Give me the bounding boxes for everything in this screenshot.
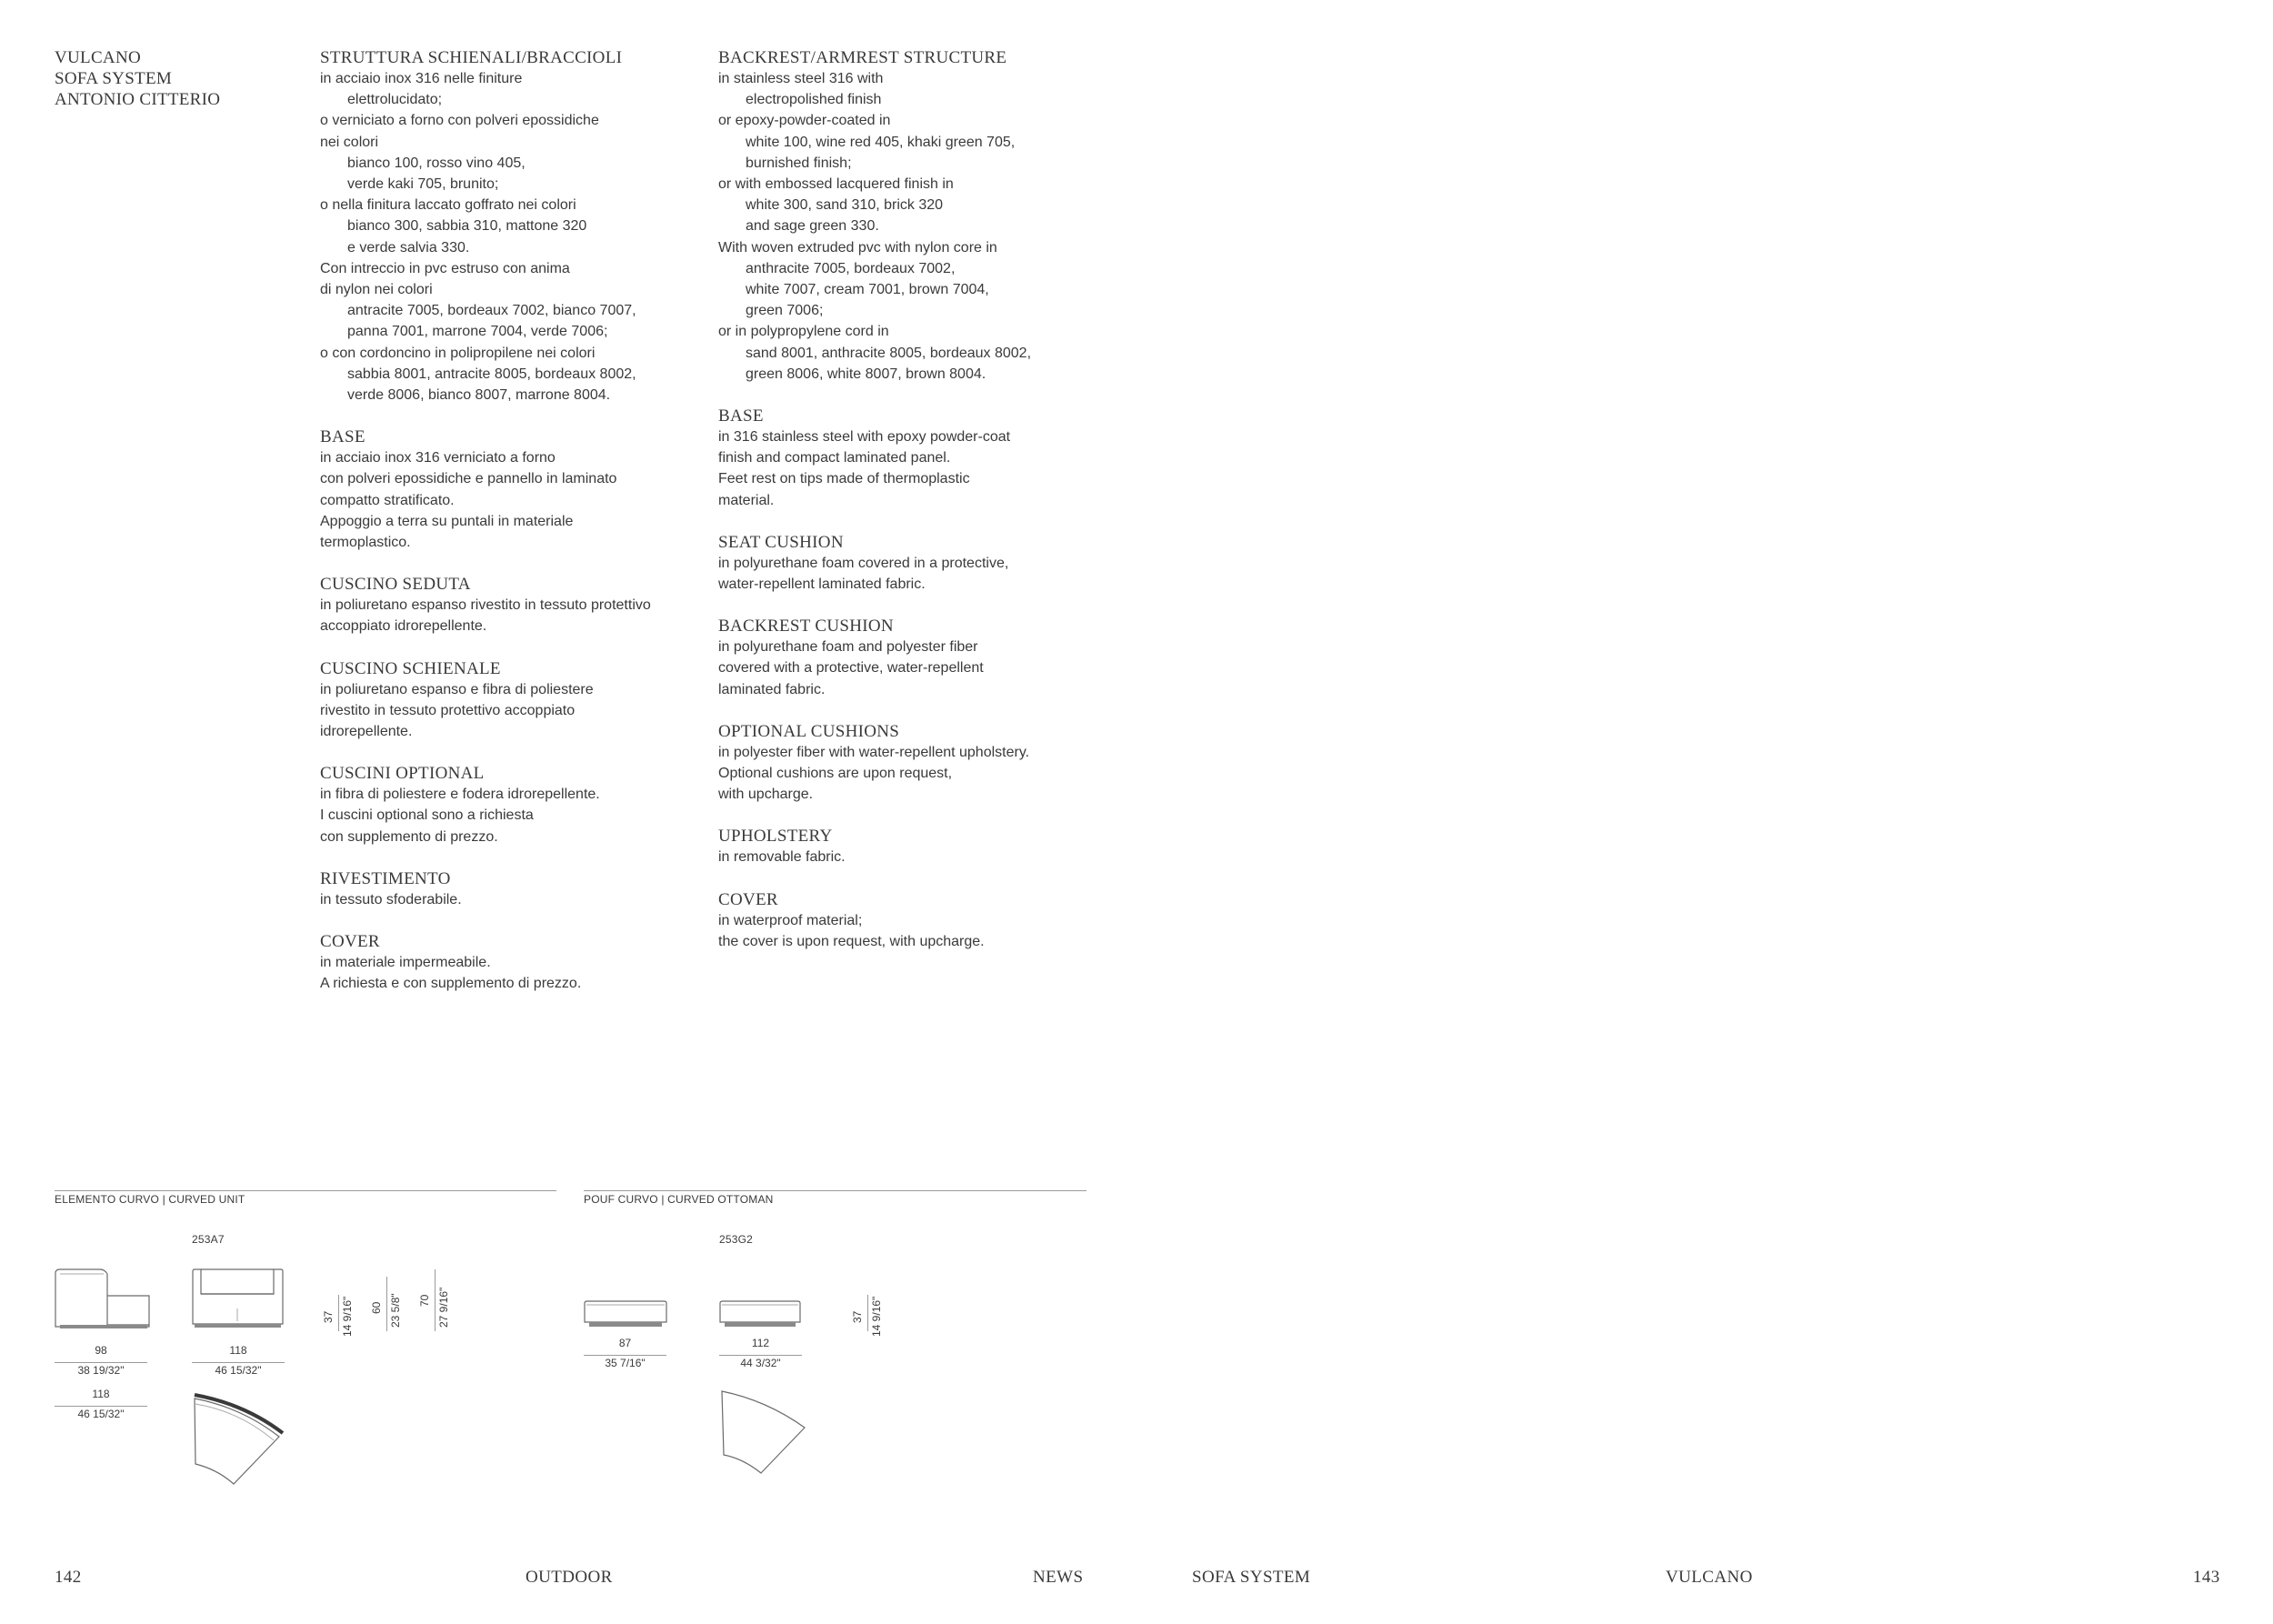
english-section-title: BASE (718, 406, 764, 426)
italian-section-line: Con intreccio in pvc estruso con anima (320, 260, 570, 276)
curved-unit-code: 253A7 (192, 1233, 225, 1246)
curved-unit-back-height-cm: 70 (418, 1294, 431, 1307)
italian-section-line: verde 8006, bianco 8007, marrone 8004. (347, 387, 611, 404)
english-section-line: in polyester fiber with water-repellent upholstery. (718, 744, 1030, 760)
english-section (718, 406, 1100, 511)
curved-ottoman-depth-in: 35 7/16" (605, 1357, 646, 1369)
product-title-block (55, 47, 220, 110)
italian-section-line: sabbia 8001, antracite 8005, bordeaux 8002, (347, 366, 636, 382)
curved-ottoman-plan-view (719, 1389, 810, 1476)
italian-section-line: rivestito in tessuto protettivo accoppiato (320, 702, 576, 718)
italian-section-title: RIVESTIMENTO (320, 868, 451, 888)
italian-section-line: e verde salvia 330. (347, 239, 470, 256)
curved-unit-caption: ELEMENTO CURVO | CURVED UNIT (55, 1193, 245, 1206)
english-section-line: sand 8001, anthracite 8005, bordeaux 8002, (746, 345, 1032, 361)
italian-section-line: termoplastico. (320, 535, 411, 551)
italian-section-title: CUSCINO SCHIENALE (320, 658, 501, 678)
curved-unit-arm-height-cm: 60 (370, 1301, 383, 1314)
italian-section-line: in tessuto sfoderabile. (320, 891, 462, 907)
curved-unit-plan-width-line (55, 1406, 147, 1407)
italian-section-line: verde kaki 705, brunito; (347, 176, 499, 193)
english-section-line: or with embossed lacquered finish in (718, 176, 954, 193)
footer-product-right: VULCANO (1666, 1568, 1753, 1587)
english-section-title: SEAT CUSHION (718, 532, 844, 552)
page-number-right: 143 (2193, 1568, 2220, 1587)
english-specifications (718, 47, 1100, 973)
curved-unit-arm-height-line (386, 1277, 387, 1331)
english-section (718, 889, 1100, 952)
italian-section-line: nei colori (320, 134, 379, 150)
italian-section (320, 763, 702, 847)
italian-section-line: bianco 100, rosso vino 405, (347, 155, 526, 171)
english-section (718, 47, 1100, 385)
italian-section-line: di nylon nei colori (320, 282, 433, 298)
curved-ottoman-depth-line (584, 1355, 666, 1356)
english-section-title: OPTIONAL CUSHIONS (718, 721, 900, 741)
english-section-line: covered with a protective, water-repellent (718, 660, 984, 677)
english-section (718, 532, 1100, 595)
curved-ottoman-rule (584, 1190, 1086, 1191)
curved-unit-arm-height-in: 23 5/8" (389, 1293, 402, 1328)
italian-section-line: in materiale impermeabile. (320, 955, 491, 971)
english-section-line: green 8006, white 8007, brown 8004. (746, 366, 986, 382)
curved-ottoman-caption: POUF CURVO | CURVED OTTOMAN (584, 1193, 774, 1206)
english-section-line: Optional cushions are upon request, (718, 766, 953, 782)
italian-section-line: A richiesta e con supplemento di prezzo. (320, 976, 582, 992)
english-section-title: BACKREST CUSHION (718, 617, 894, 637)
english-section-title: BACKREST/ARMREST STRUCTURE (718, 48, 1007, 67)
italian-specifications (320, 47, 702, 1016)
english-section-line: laminated fabric. (718, 681, 826, 697)
italian-section (320, 426, 702, 553)
english-section-line: in waterproof material; (718, 912, 863, 928)
english-section-line: With woven extruded pvc with nylon core in (718, 239, 997, 256)
curved-unit-depth-in: 38 19/32" (77, 1364, 125, 1377)
curved-ottoman-width-line (719, 1355, 802, 1356)
curved-unit-width-line (192, 1362, 285, 1363)
italian-section-line: in fibra di poliestere e fodera idrorepellente. (320, 787, 600, 803)
italian-section (320, 658, 702, 743)
italian-section-line: in poliuretano espanso rivestito in tessuto protettivo (320, 597, 651, 614)
italian-section (320, 47, 702, 406)
italian-section-line: idrorepellente. (320, 724, 413, 740)
italian-section-line: o nella finitura laccato goffrato nei colori (320, 197, 576, 214)
curved-unit-plan-view (192, 1391, 292, 1487)
curved-unit-rule (55, 1190, 556, 1191)
english-section-line: or epoxy-powder-coated in (718, 113, 891, 129)
italian-section (320, 868, 702, 910)
english-section-line: in polyurethane foam and polyester fiber (718, 639, 978, 656)
english-section-line: electropolished finish (746, 92, 882, 108)
italian-section-title: STRUTTURA SCHIENALI/BRACCIOLI (320, 48, 623, 67)
english-section-line: Feet rest on tips made of thermoplastic (718, 471, 970, 487)
footer-news: NEWS (1033, 1568, 1084, 1587)
english-section-line: anthracite 7005, bordeaux 7002, (746, 260, 956, 276)
curved-unit-plan-width-in: 46 15/32" (77, 1408, 125, 1420)
curved-unit-back-height-line (435, 1269, 436, 1331)
italian-section-line: in poliuretano espanso e fibra di poliestere (320, 681, 594, 697)
curved-ottoman-height-cm: 37 (851, 1310, 864, 1323)
curved-ottoman-width-cm: 112 (751, 1337, 770, 1349)
english-section (718, 826, 1100, 867)
curved-ottoman-height-line (867, 1295, 868, 1331)
curved-unit-depth-cm: 98 (95, 1344, 107, 1357)
english-section-line: in removable fabric. (718, 849, 846, 866)
english-section-line: burnished finish; (746, 155, 852, 171)
italian-section-line: in acciaio inox 316 verniciato a forno (320, 450, 556, 466)
designer-name: ANTONIO CITTERIO (55, 90, 221, 109)
curved-unit-back-height-in: 27 9/16" (437, 1287, 450, 1328)
curved-ottoman-front-view (719, 1300, 806, 1333)
italian-section-line: I cuscini optional sono a richiesta (320, 807, 534, 824)
english-section (718, 721, 1100, 806)
curved-ottoman-side-view (584, 1300, 670, 1333)
page-number-left: 142 (55, 1568, 82, 1587)
italian-section-line: in acciaio inox 316 nelle finiture (320, 71, 523, 86)
curved-unit-depth-line (55, 1362, 147, 1363)
english-section-line: material. (718, 492, 775, 508)
english-section-title: UPHOLSTERY (718, 827, 833, 847)
curved-unit-seat-height-line (338, 1295, 339, 1331)
english-section-line: white 100, wine red 405, khaki green 705, (746, 134, 1016, 150)
curved-ottoman-height-in: 14 9/16" (870, 1296, 883, 1337)
english-section-line: or in polypropylene cord in (718, 324, 889, 340)
english-section-line: the cover is upon request, with upcharge. (718, 933, 985, 949)
italian-section-title: COVER (320, 932, 380, 952)
curved-unit-plan-width-cm: 118 (92, 1388, 110, 1400)
english-section-title: COVER (718, 889, 778, 909)
english-section (718, 616, 1100, 700)
english-section-line: green 7006; (746, 303, 824, 319)
italian-section-line: con supplemento di prezzo. (320, 828, 498, 845)
curved-unit-front-view (192, 1268, 285, 1332)
english-section-line: white 7007, cream 7001, brown 7004, (746, 282, 989, 298)
italian-section-title: CUSCINI OPTIONAL (320, 764, 485, 784)
italian-section-title: CUSCINO SEDUTA (320, 575, 471, 595)
italian-section-line: con polveri epossidiche e pannello in laminato (320, 471, 617, 487)
curved-unit-side-view (55, 1268, 155, 1332)
italian-section-line: compatto stratificato. (320, 492, 455, 508)
footer-section-left: OUTDOOR (526, 1568, 613, 1587)
italian-section-title: BASE (320, 427, 365, 447)
curved-unit-width-in: 46 15/32" (215, 1364, 262, 1377)
italian-section-line: panna 7001, marrone 7004, verde 7006; (347, 324, 608, 340)
footer-section-right: SOFA SYSTEM (1192, 1568, 1311, 1587)
italian-section-line: antracite 7005, bordeaux 7002, bianco 7007, (347, 303, 636, 319)
italian-section-line: Appoggio a terra su puntali in materiale (320, 513, 574, 529)
english-section-line: white 300, sand 310, brick 320 (746, 197, 944, 214)
italian-section-line: o con cordoncino in polipropilene nei colori (320, 345, 596, 361)
italian-section-line: bianco 300, sabbia 310, mattone 320 (347, 218, 587, 235)
english-section-line: in 316 stainless steel with epoxy powder-coat (718, 429, 1011, 446)
italian-section-line: elettrolucidato; (347, 92, 443, 108)
italian-section (320, 574, 702, 637)
italian-section-line: o verniciato a forno con polveri epossidiche (320, 113, 599, 129)
english-section-line: in polyurethane foam covered in a protective, (718, 555, 1009, 571)
curved-ottoman-width-in: 44 3/32" (740, 1357, 781, 1369)
curved-unit-seat-height-in: 14 9/16" (341, 1296, 354, 1337)
english-section-line: finish and compact laminated panel. (718, 450, 951, 466)
italian-section (320, 931, 702, 994)
english-section-line: with upcharge. (718, 787, 814, 803)
curved-ottoman-code: 253G2 (719, 1233, 754, 1246)
product-name: VULCANO (55, 48, 141, 67)
english-section-line: in stainless steel 316 with (718, 71, 884, 86)
curved-unit-seat-height-cm: 37 (322, 1310, 335, 1323)
italian-section-line: accoppiato idrorepellente. (320, 618, 487, 635)
product-system: SOFA SYSTEM (55, 69, 173, 88)
english-section-line: water-repellent laminated fabric. (718, 576, 926, 593)
curved-unit-width-cm: 118 (229, 1344, 247, 1357)
curved-ottoman-depth-cm: 87 (618, 1337, 632, 1349)
english-section-line: and sage green 330. (746, 218, 879, 235)
